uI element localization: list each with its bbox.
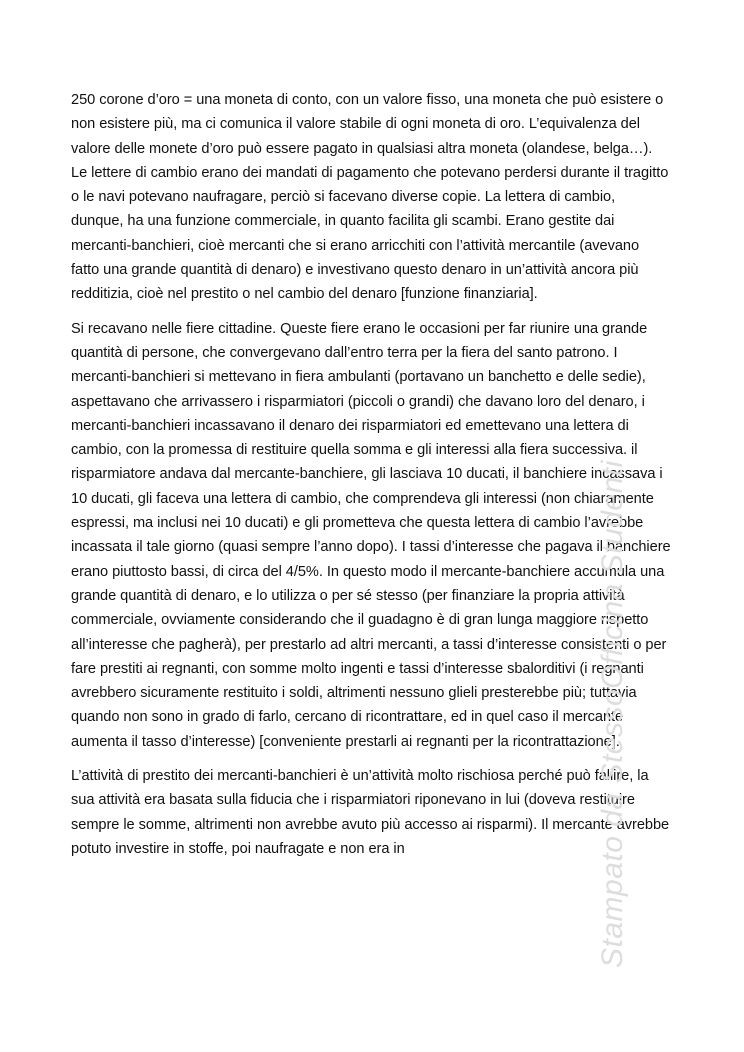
paragraph-1: 250 corone d’oro = una moneta di conto, con un valore fisso, una moneta che può esistere o non esistere più, ma ci comunica il valore stabile di ogni moneta di oro. L’equivalenza del valore delle monete d’oro può essere pagato in qualsiasi altra moneta (olandese, belga…). Le lettere di cambio erano dei mandati di pagamento che potevano perdersi durante il tragitto o le navi potevano naufragare, perciò si facevano diverse copie. La lettera di cambio, dunque, ha una funzione commerciale, in quanto facilita gli scambi. Erano gestite dai mercanti-banchieri, cioè mercanti che si erano arricchiti con l’attività mercantile (avevano fatto una grande quantità di denaro) e investivano questo denaro in un’attività ancora più redditizia, cioè nel prestito o nel cambio del denaro [funzione finanziaria].	[71, 92, 669, 303]
paragraph-3: L’attività di prestito dei mercanti-banchieri è un’attività molto rischiosa perché può fallire, la sua attività era basata sulla fiducia che i risparmiatori riponevano in lui (doveva restituire sempre le somme, altrimenti non avrebbe avuto più accesso ai risparmi). Il mercante avrebbe potuto investire in stoffe, poi naufragate e non era in	[71, 768, 670, 857]
paragraph-2: Si recavano nelle fiere cittadine. Queste fiere erano le occasioni per far riunire una grande quantità di persone, che convergevano dall’entro terra per la fiera del santo patrono. I mercanti-banchieri si mettevano in fiera ambulanti (portavano un banchetto e delle sedie), aspettavano che arrivassero i risparmiatori (piccoli o grandi) che davano loro del denaro, i mercanti-banchieri incassavano il denaro dei risparmiatori ed emettevano una lettera di cambio, con la promessa di restituire quella somma e gli interessi alla fiera successiva. il risparmiatore andava dal mercante-banchiere, gli lasciava 10 ducati, il banchiere incassava i 10 ducati, gli faceva una lettera di cambio, che comprendeva gli interessi (non chiaramente espressi, ma inclusi nei 10 ducati) e gli prometteva che questa lettera di cambio l’avrebbe incassata il tale giorno (quasi sempre l’anno dopo). I tassi d’interesse che pagava il banchiere erano piuttosto bassi, di circa del 4/5%. In questo modo il mercante-banchiere accumula una grande quantità di denaro, e lo utilizza o per sé stesso (per finanziare la propria attività commerciale, ovviamente considerando che il guadagno è di gran lunga maggiore rispetto all’interesse che pagherà), per prestarlo ad altri mercanti, a tassi d’interesse consistenti o per fare prestiti ai regnanti, con somme molto ingenti e tassi d’interesse sbalorditivi (i regnanti avrebbero sicuramente restituito i soldi, altrimenti nessuno glieli presterebbe più; tuttavia quando non sono in grado di farlo, cercano di ricontrattare, ed in quel caso il mercante aumenta il tasso d’interesse) [conveniente prestarli ai regnanti per la ricontrattazione].	[71, 320, 671, 750]
document-body	[71, 88, 671, 871]
watermark: Stampato da StessoOfficina Studenti	[596, 460, 629, 968]
